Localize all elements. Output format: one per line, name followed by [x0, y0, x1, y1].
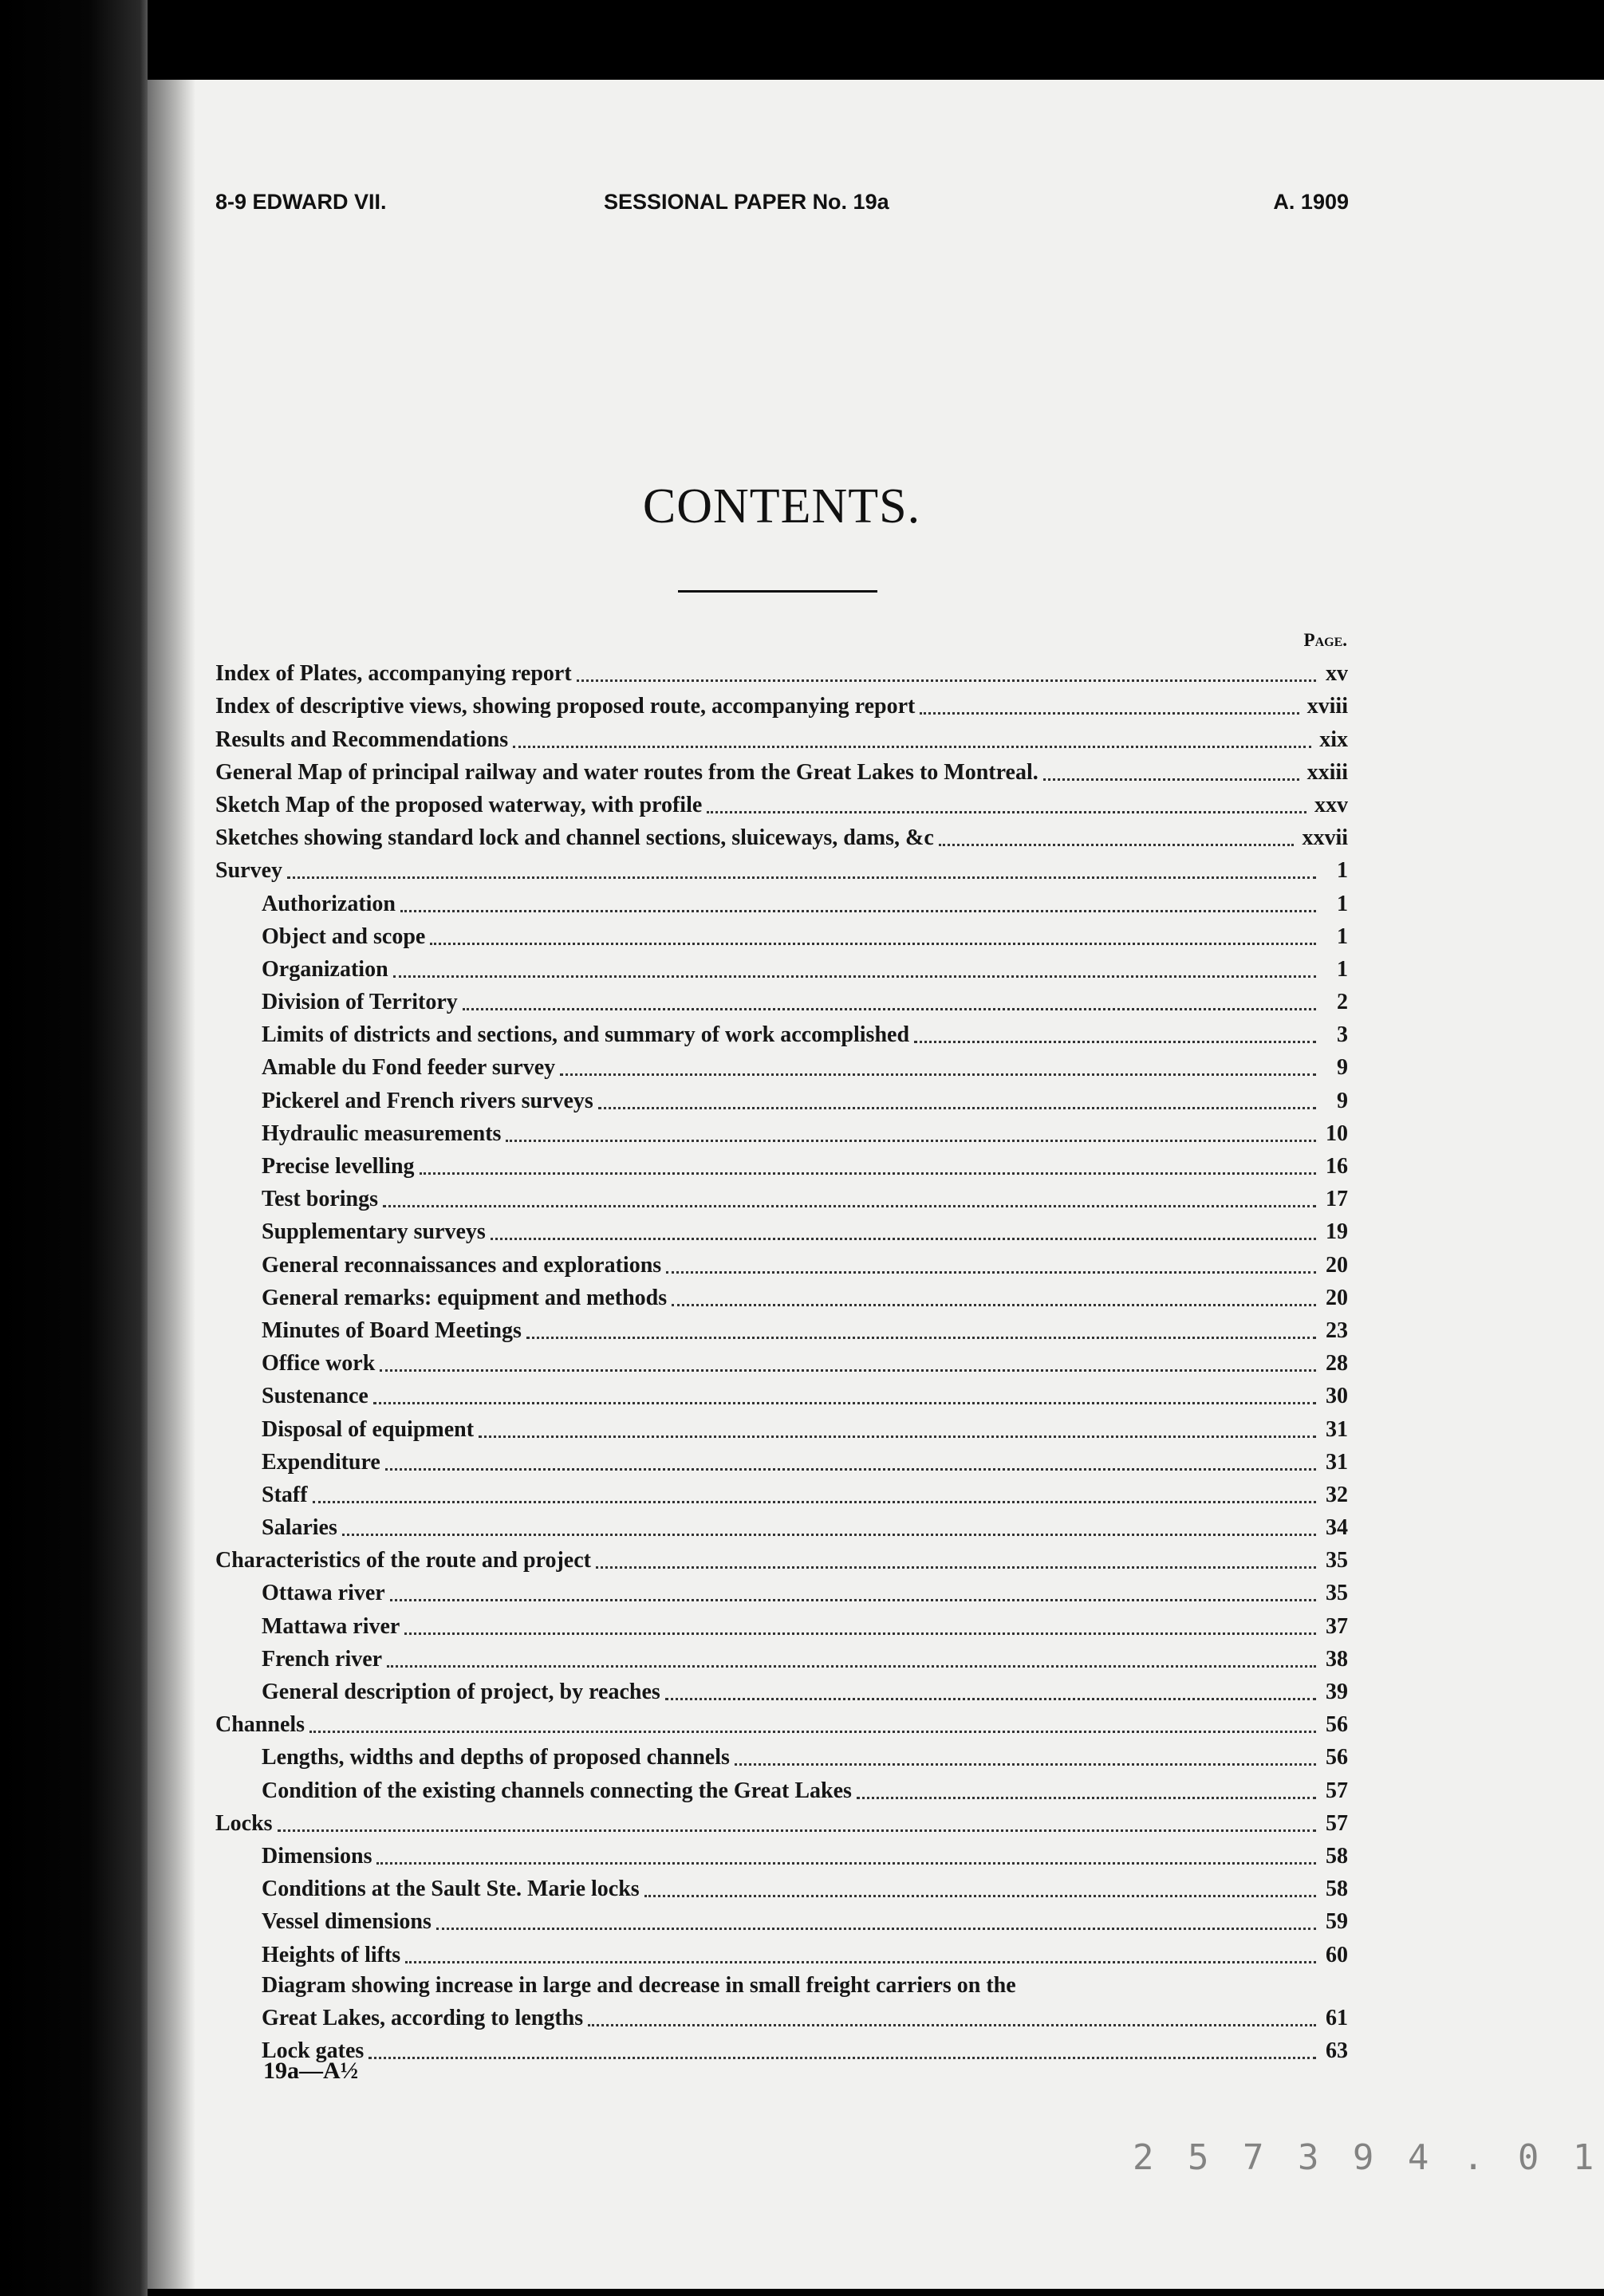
toc-entry-page: 58 [1326, 1877, 1348, 1902]
toc-entry-label: Object and scope [262, 924, 426, 949]
dot-leader [939, 844, 1295, 846]
toc-entry-page: 59 [1326, 1909, 1348, 1935]
toc-entry [215, 950, 1348, 983]
toc-entry [215, 1902, 1348, 1935]
toc-entry-page: 16 [1326, 1154, 1348, 1179]
dot-leader [463, 1008, 1316, 1010]
page-binding-shadow [148, 80, 195, 2289]
toc-entry-label: Index of Plates, accompanying report [215, 661, 572, 687]
toc-entry [215, 1738, 1348, 1770]
toc-entry-page: 34 [1326, 1515, 1348, 1541]
toc-entry-page: 9 [1337, 1055, 1348, 1081]
toc-entry-label: Great Lakes, according to lengths [262, 2005, 584, 2030]
toc-entry-label: Staff [262, 1482, 308, 1507]
header-right: A. 1909 [1273, 190, 1349, 214]
dot-leader [387, 1665, 1316, 1668]
toc-entry [215, 1869, 1348, 1902]
toc-entry-page: xix [1319, 727, 1348, 752]
toc-entry-label: Expenditure [262, 1449, 380, 1475]
toc-entry [215, 1344, 1348, 1376]
dot-leader [393, 975, 1316, 978]
toc-entry-page: 31 [1326, 1416, 1348, 1442]
toc-entry [215, 1508, 1348, 1541]
toc-entry-label: Condition of the existing channels connecting the Great Lakes [262, 1778, 852, 1803]
toc-entry [215, 1640, 1348, 1672]
toc-entry-page: 1 [1337, 956, 1348, 982]
toc-entry [215, 983, 1348, 1015]
toc-entry-page: 9 [1337, 1088, 1348, 1113]
toc-entry-page: xxiii [1306, 759, 1348, 785]
toc-entry-label: General reconnaissances and explorations [262, 1252, 662, 1278]
toc-entry-page: 61 [1326, 2005, 1348, 2030]
toc-entry-label: Disposal of equipment [262, 1416, 475, 1442]
header-center: SESSIONAL PAPER No. 19a [604, 190, 889, 214]
toc-entry-label: General description of project, by reaches [262, 1680, 660, 1704]
dot-leader [404, 1632, 1316, 1635]
dot-leader [491, 1238, 1316, 1240]
title-rule [678, 590, 877, 593]
toc-entry-page: 17 [1326, 1187, 1348, 1212]
dot-leader [430, 943, 1316, 945]
signature-mark: 19a—A½ [263, 2058, 359, 2084]
toc-entry [215, 1999, 1348, 2031]
toc-entry-page: 19 [1326, 1219, 1348, 1245]
toc-entry [215, 1409, 1348, 1442]
toc-entry-label: Channels [215, 1712, 305, 1738]
toc-entry-label: Sustenance [262, 1384, 368, 1409]
toc-entry-label: Salaries [262, 1515, 337, 1541]
toc-entry-page: 63 [1326, 2038, 1348, 2063]
toc-entry-page: 3 [1337, 1022, 1348, 1048]
toc-entry-page: 1 [1337, 858, 1348, 884]
toc-entry [215, 1114, 1348, 1147]
dot-leader [278, 1829, 1316, 1832]
toc-entry-label: Characteristics of the route and project [215, 1548, 591, 1573]
toc-entry-label: Hydraulic measurements [262, 1120, 502, 1146]
toc-entry-page: 56 [1326, 1712, 1348, 1738]
dot-leader [644, 1895, 1316, 1897]
toc-entry-page: 56 [1326, 1745, 1348, 1770]
table-of-contents [215, 654, 1348, 2064]
toc-entry-page: 58 [1326, 1843, 1348, 1869]
dot-leader [513, 746, 1311, 748]
toc-entry-label: Supplementary surveys [262, 1219, 486, 1245]
toc-entry [215, 1475, 1348, 1508]
toc-entry-page: xxvii [1302, 825, 1348, 851]
toc-entry-page: 37 [1326, 1613, 1348, 1639]
dot-leader [436, 1928, 1316, 1930]
toc-entry [215, 1606, 1348, 1639]
page-title: CONTENTS. [642, 479, 921, 534]
toc-entry [215, 818, 1348, 851]
toc-entry-label: Dimensions [262, 1843, 372, 1869]
toc-entry-page: 28 [1326, 1351, 1348, 1376]
toc-entry-page: 57 [1326, 1810, 1348, 1836]
dot-leader [383, 1205, 1316, 1207]
dot-leader [596, 1566, 1316, 1569]
toc-entry-label: Authorization [262, 891, 396, 916]
dot-leader [665, 1698, 1316, 1700]
toc-entry-page: xxv [1314, 792, 1348, 817]
toc-entry-label: Index of descriptive views, showing proposed route, accompanying report [215, 694, 916, 719]
toc-entry-label: Heights of lifts [262, 1942, 401, 1967]
page-column-label: Page. [1303, 630, 1347, 650]
toc-entry-label: Results and Recommendations [215, 727, 509, 752]
toc-entry-page: 23 [1326, 1317, 1348, 1343]
toc-entry [215, 719, 1348, 752]
dot-leader [380, 1369, 1316, 1372]
toc-entry-label: Office work [262, 1351, 376, 1376]
dot-leader [1043, 778, 1299, 781]
toc-entry [215, 1935, 1348, 1967]
toc-entry-label: Pickerel and French rivers surveys [262, 1088, 593, 1113]
toc-entry [215, 1311, 1348, 1344]
toc-entry-page: xviii [1306, 694, 1348, 719]
dot-leader [666, 1271, 1316, 1274]
microfilm-border [0, 0, 148, 2296]
toc-entry [215, 1212, 1348, 1245]
toc-entry [215, 851, 1348, 884]
toc-entry [215, 1015, 1348, 1048]
toc-entry-label: Sketch Map of the proposed waterway, with profile [215, 792, 703, 817]
dot-leader [342, 1534, 1316, 1536]
toc-entry-label: Precise levelling [262, 1154, 415, 1179]
dot-leader [390, 1599, 1316, 1601]
toc-entry-page: 38 [1326, 1646, 1348, 1672]
toc-entry-label: Conditions at the Sault Ste. Marie locks [262, 1877, 640, 1902]
toc-entry-page: 2 [1337, 990, 1348, 1015]
header-left: 8-9 EDWARD VII. [215, 190, 387, 214]
toc-entry-page: xv [1326, 661, 1348, 687]
toc-entry [215, 917, 1348, 950]
toc-entry-label: French river [262, 1646, 383, 1672]
toc-entry-page: 10 [1326, 1120, 1348, 1146]
toc-entry [215, 1541, 1348, 1573]
dot-leader [735, 1763, 1316, 1766]
toc-entry-page: 1 [1337, 891, 1348, 916]
toc-entry-label: Ottawa river [262, 1581, 385, 1606]
running-header [215, 190, 1349, 222]
toc-entry-label: Lock gates [262, 2038, 365, 2063]
dot-leader [376, 1862, 1316, 1865]
toc-entry [215, 654, 1348, 687]
dot-leader [385, 1468, 1316, 1471]
toc-entry [215, 753, 1348, 786]
toc-entry-label: Diagram showing increase in large and decrease in small freight carriers on the [262, 1972, 1016, 1998]
toc-entry-label: General Map of principal railway and water routes from the Great Lakes to Montreal. [215, 759, 1038, 785]
toc-entry-page: 31 [1326, 1449, 1348, 1475]
toc-entry-label: Division of Territory [262, 990, 458, 1015]
toc-entry [215, 1672, 1348, 1705]
dot-leader [368, 2057, 1316, 2059]
toc-entry [215, 1837, 1348, 1869]
toc-entry [215, 1048, 1348, 1081]
dot-leader [313, 1501, 1316, 1503]
toc-entry-page: 60 [1326, 1942, 1348, 1967]
toc-entry-page: 1 [1337, 924, 1348, 949]
toc-entry-label: Lengths, widths and depths of proposed channels [262, 1745, 730, 1770]
toc-entry-page: 20 [1326, 1252, 1348, 1278]
dot-leader [577, 679, 1316, 682]
toc-entry-label: Limits of districts and sections, and summary of work accomplished [262, 1022, 910, 1048]
dot-leader [920, 712, 1299, 715]
dot-leader [287, 876, 1316, 879]
toc-entry [215, 1770, 1348, 1803]
dot-leader [598, 1107, 1316, 1109]
toc-entry-label: Test borings [262, 1187, 379, 1212]
toc-entry-page: 32 [1326, 1482, 1348, 1507]
toc-entry [215, 1147, 1348, 1180]
dot-leader [405, 1961, 1316, 1963]
toc-entry-label: General remarks: equipment and methods [262, 1285, 668, 1310]
toc-entry [215, 1705, 1348, 1738]
toc-entry-page: 35 [1326, 1548, 1348, 1573]
toc-entry [215, 1180, 1348, 1212]
dot-leader [707, 811, 1306, 813]
toc-entry-page: 35 [1326, 1581, 1348, 1606]
toc-entry-label: Organization [262, 956, 388, 982]
dot-leader [914, 1041, 1316, 1043]
dot-leader [373, 1402, 1316, 1404]
dot-leader [857, 1797, 1316, 1799]
toc-entry-page: 30 [1326, 1384, 1348, 1409]
toc-entry [215, 2031, 1348, 2064]
toc-entry [215, 786, 1348, 818]
toc-entry-page: 57 [1326, 1778, 1348, 1803]
dot-leader [420, 1172, 1316, 1175]
toc-entry [215, 1081, 1348, 1113]
toc-entry-label: Mattawa river [262, 1613, 400, 1639]
toc-entry-label: Locks [215, 1810, 273, 1836]
toc-entry-page: 39 [1326, 1680, 1348, 1704]
dot-leader [400, 910, 1316, 912]
toc-entry [215, 1968, 1348, 1999]
toc-entry [215, 687, 1348, 719]
dot-leader [506, 1140, 1316, 1142]
toc-entry-label: Sketches showing standard lock and channel sections, sluiceways, dams, &c [215, 825, 934, 851]
toc-entry-label: Survey [215, 858, 282, 884]
film-stamp: 2 5 7 3 9 4 . 0 1 [1133, 2137, 1601, 2178]
dot-leader [560, 1073, 1316, 1076]
toc-entry-page: 20 [1326, 1285, 1348, 1310]
toc-entry-label: Vessel dimensions [262, 1909, 432, 1935]
dot-leader [588, 2024, 1316, 2026]
toc-entry [215, 1443, 1348, 1475]
toc-entry-label: Amable du Fond feeder survey [262, 1055, 556, 1081]
toc-entry [215, 1278, 1348, 1311]
dot-leader [479, 1435, 1316, 1438]
toc-entry [215, 1245, 1348, 1278]
toc-entry [215, 1376, 1348, 1409]
dot-leader [309, 1731, 1316, 1733]
toc-entry-label: Minutes of Board Meetings [262, 1317, 522, 1343]
toc-entry [215, 1573, 1348, 1606]
dot-leader [526, 1337, 1316, 1339]
toc-entry [215, 1804, 1348, 1837]
toc-entry [215, 884, 1348, 916]
dot-leader [672, 1304, 1316, 1306]
